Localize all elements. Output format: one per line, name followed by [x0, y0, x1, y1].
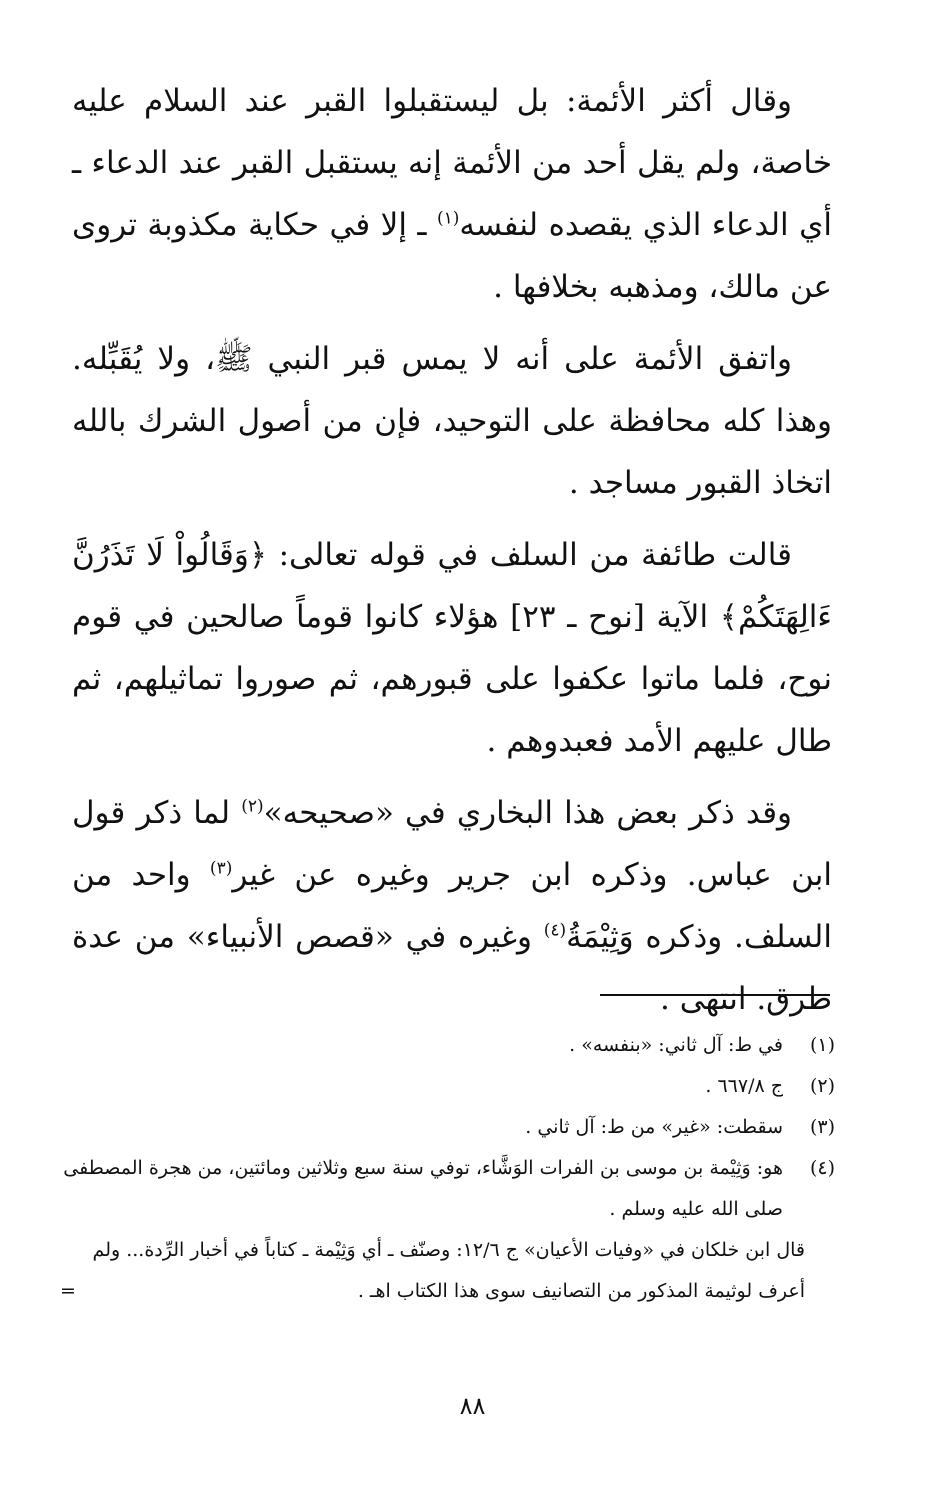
footnote-text: سقطت: «غير» من ط: آل ثاني . — [525, 1116, 783, 1138]
footnote-ref-4: (٤) — [543, 920, 567, 941]
footnote-ref-1: (١) — [436, 208, 460, 229]
paragraph-4 — [72, 782, 832, 1030]
paragraph-2 — [72, 328, 832, 514]
paragraph-4-text-b: لما ذكر قول ابن عباس. وذكره ابن جرير وغيره عن غير — [72, 795, 832, 893]
paragraph-3 — [72, 524, 832, 772]
footnote-4 — [60, 1148, 835, 1230]
paragraph-3-text: قالت طائفة من السلف في قوله تعالى: ﴿وَقَالُواْ لَا تَذَرُنَّ ءَالِهَتَكُمْ﴾ الآية [نوح ـ ٢٣] هؤلاء كانوا قوماً صالحين في قوم نوح، فلما ماتوا عكفوا على قبورهم، ثم صوروا تماثيلهم، ثم طال عليهم الأمد فعبدوهم . — [72, 537, 832, 759]
footnote-ref-2: (٢) — [241, 796, 264, 817]
page-number: ٨٨ — [459, 1392, 486, 1420]
footnote-3 — [60, 1107, 835, 1148]
footnote-number: (٤) — [809, 1157, 835, 1179]
footnote-separator — [600, 994, 830, 996]
paragraph-4-text-a: وقد ذكر بعض هذا البخاري في «صحيحه» — [263, 795, 792, 831]
footnote-number: (١) — [809, 1034, 835, 1056]
footnote-1 — [60, 1025, 835, 1066]
paragraph-1 — [72, 70, 832, 318]
footnote-text: هو: وَثِيْمة بن موسى بن الفرات الوَشَّاء، توفي سنة سبع وثلاثين ومائتين، من هجرة المصطفى صلى الله عليه وسلم . — [63, 1157, 783, 1220]
footnote-number: (٢) — [809, 1075, 835, 1097]
footnotes — [60, 1025, 835, 1312]
footnote-text: ج ٦٦٧/٨ . — [705, 1075, 783, 1097]
paragraph-1-text-b: ـ إلا في حكاية مكذوبة تروى عن مالك، ومذهبه بخلافها . — [72, 207, 832, 305]
footnote-text: في ط: آل ثاني: «بنفسه» . — [569, 1034, 783, 1056]
paragraph-4-text-d: وغيره في «قصص الأنبياء» من عدة طرق. انتهى . — [72, 919, 832, 1017]
footnote-number: (٣) — [809, 1116, 835, 1138]
footnote-ref-3: (٣) — [209, 858, 233, 879]
continuation-mark: = — [60, 1280, 76, 1302]
paragraph-2-text: واتفق الأئمة على أنه لا يمس قبر النبي ﷺ، ولا يُقَبِّله. وهذا كله محافظة على التوحيد، فإن من أصول الشرك بالله اتخاذ القبور مساجد . — [72, 341, 832, 501]
footnote-2 — [60, 1066, 835, 1107]
paragraph-4-text-c: واحد من السلف. وذكره وَثِيْمَةُ — [72, 857, 832, 955]
paragraph-1-text-a: وقال أكثر الأئمة: بل ليستقبلوا القبر عند السلام عليه خاصة، ولم يقل أحد من الأئمة إنه يستقبل القبر عند الدعاء ـ أي الدعاء الذي يقصده لنفسه — [72, 83, 832, 243]
footnote-extra-text: قال ابن خلكان في «وفيات الأعيان» ج ١٢/٦: وصنّف ـ أي وَثِيْمة ـ كتاباً في أخبار الرِّدة... ولم أعرف لوثيمة المذكور من التصانيف سوى هذا الكتاب اهـ . — [92, 1239, 805, 1302]
footnote-4-continuation — [60, 1230, 835, 1312]
